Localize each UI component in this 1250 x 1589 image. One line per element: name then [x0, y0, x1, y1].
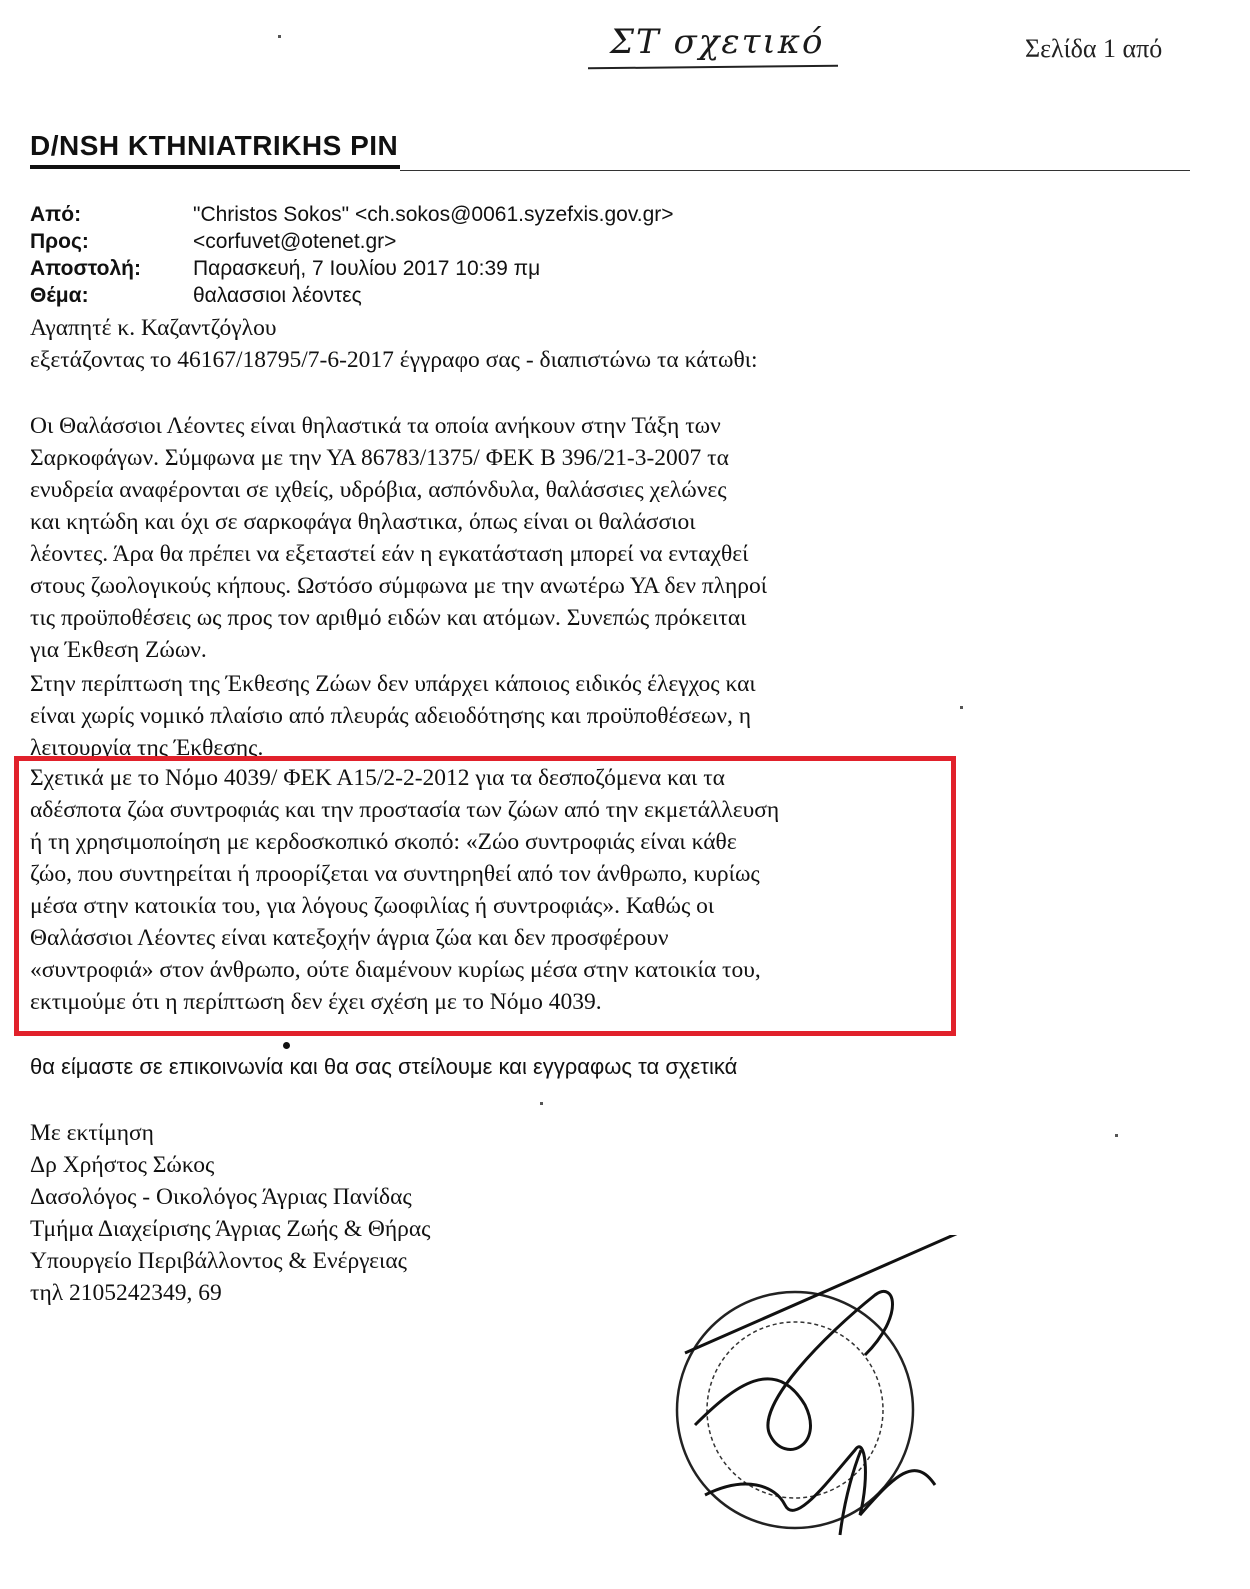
paragraph-line: στους ζωολογικούς κήπους. Ωστόσο σύμφωνα με την ανωτέρω ΥΑ δεν πληροί [30, 573, 768, 599]
highlighted-line: ζώο, που συντηρείται ή προορίζεται να συντηρηθεί από τον άνθρωπο, κυρίως [30, 861, 760, 887]
paragraph-line: και κητώδη και όχι σε σαρκοφάγα θηλαστικα, όπως είναι οι θαλάσσιοι [30, 509, 696, 535]
highlighted-line: εκτιμούμε ότι η περίπτωση δεν έχει σχέση με το Νόμο 4039. [30, 989, 602, 1015]
header-rule-thick [30, 165, 400, 169]
from-value: "Christos Sokos" <ch.sokos@0061.syzefxis.gov.gr> [193, 203, 674, 226]
handwritten-note: ΣΤ σχετικό [610, 22, 825, 62]
signoff [30, 1117, 430, 1309]
official-stamp-signature [665, 1235, 965, 1555]
handwritten-underline [588, 65, 838, 70]
highlighted-line: αδέσποτα ζώα συντροφιάς και την προστασία των ζώων από την εκμετάλλευση [30, 797, 780, 823]
signoff-line: Υπουργείο Περιβάλλοντος & Ενέργειας [30, 1248, 407, 1274]
paragraph-line: για Έκθεση Ζώων. [30, 637, 207, 663]
header-rule-thin [400, 170, 1190, 171]
sent-value: Παρασκευή, 7 Ιουλίου 2017 10:39 πμ [193, 257, 541, 280]
signature-stroke [705, 1447, 935, 1515]
subject-label: Θέμα: [30, 284, 89, 307]
highlighted-line: Θαλάσσιοι Λέοντες είναι κατεξοχήν άγρια ζώα και δεν προσφέρουν [30, 925, 669, 951]
signoff-line: Τμήμα Διαχείρισης Άγριας Ζωής & Θήρας [30, 1216, 431, 1242]
salutation-line: Αγαπητέ κ. Καζαντζόγλου [30, 315, 277, 341]
highlighted-line: Σχετικά με το Νόμο 4039/ ΦΕΚ Α15/2-2-2012 για τα δεσποζόμενα και τα [30, 765, 725, 791]
paragraph-line: Οι Θαλάσσιοι Λέοντες είναι θηλαστικά τα οποία ανήκουν στην Τάξη των [30, 413, 721, 439]
ink-dot [283, 1042, 290, 1049]
paragraph-line: ενυδρεία αναφέρονται σε ιχθείς, υδρόβια, ασπόνδυλα, θαλάσσιες χελώνες [30, 477, 727, 503]
salutation [30, 312, 758, 376]
paragraph-line: είναι χωρίς νομικό πλαίσιο από πλευράς αδειοδότησης και προϋποθέσεων, η [30, 703, 752, 729]
highlighted-line: μέσα στην κατοικία του, για λόγους ζωοφιλίας ή συντροφιάς». Καθώς οι [30, 893, 715, 919]
subject-value: θαλασσιοι λέοντες [193, 284, 362, 307]
highlighted-paragraph [30, 762, 779, 1018]
signoff-line: Δασολόγος - Οικολόγος Άγριας Πανίδας [30, 1184, 412, 1210]
sent-label: Αποστολή: [30, 257, 141, 280]
paragraph-line: λειτουργία της Έκθεσης. [30, 735, 264, 761]
signoff-line: Με εκτίμηση [30, 1120, 154, 1146]
highlighted-line: ή τη χρησιμοποίηση με κερδοσκοπικό σκοπό: «Ζώο συντροφιάς είναι κάθε [30, 829, 737, 855]
page-number: Σελίδα 1 από [1025, 34, 1163, 63]
paragraph-line: Σαρκοφάγων. Σύμφωνα με την ΥΑ 86783/1375/ ΦΕΚ Β 396/21-3-2007 τα [30, 445, 729, 471]
highlighted-line: «συντροφιά» στον άνθρωπο, ούτε διαμένουν κυρίως μέσα στην κατοικία του, [30, 957, 761, 983]
stamp-inner-ring [707, 1322, 883, 1498]
signature-stroke [685, 1235, 965, 1353]
paragraph-line: Στην περίπτωση της Έκθεσης Ζώων δεν υπάρχει κάποιος ειδικός έλεγχος και [30, 671, 756, 697]
from-label: Από: [30, 203, 82, 226]
org-header: D/NSH KTHNIATRIKHS PIN [30, 130, 399, 161]
salutation-line: εξετάζοντας το 46167/18795/7-6-2017 έγγραφο σας - διαπιστώνω τα κάτωθι: [30, 347, 758, 373]
paragraph-line: τις προϋποθέσεις ως προς τον αριθμό ειδών και ατόμων. Συνεπώς πρόκειται [30, 605, 747, 631]
signoff-line: τηλ 2105242349, 69 [30, 1280, 222, 1306]
scan-speck [1115, 1134, 1118, 1137]
closing-line: θα είμαστε σε επικοινωνία και θα σας στείλουμε και εγγραφως τα σχετικά [30, 1054, 738, 1079]
scan-speck [540, 1102, 543, 1105]
paragraph-exhibition [30, 668, 756, 764]
to-label: Προς: [30, 230, 89, 253]
paragraph-sea-lions [30, 410, 767, 666]
scan-speck [960, 706, 963, 709]
scan-speck [278, 35, 281, 38]
signoff-line: Δρ Χρήστος Σώκος [30, 1152, 215, 1178]
paragraph-line: λέοντες. Άρα θα πρέπει να εξεταστεί εάν η εγκατάσταση μπορεί να ενταχθεί [30, 541, 749, 567]
to-value: <corfuvet@otenet.gr> [193, 230, 397, 253]
